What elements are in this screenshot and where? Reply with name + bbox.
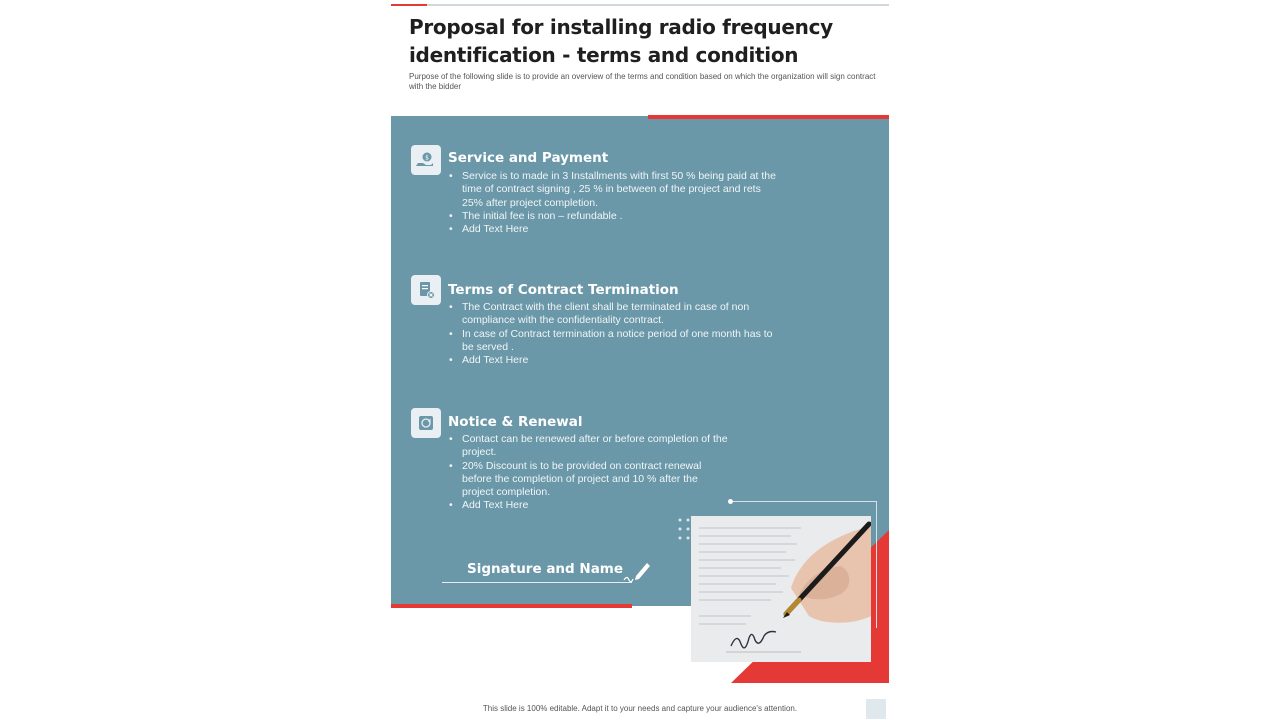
renewal-icon <box>411 408 441 438</box>
signature-label: Signature and Name <box>467 561 624 577</box>
list-item: • Service is to made in 3 Installments with first 50 % being paid at the time of contract signing , 25 % in between of the project and rets 25% after project completion. <box>449 170 784 210</box>
section-title-termination: Terms of Contract Termination <box>448 282 679 298</box>
top-rule <box>391 4 889 6</box>
document-cancel-icon <box>411 275 441 305</box>
hand-signing-document-photo <box>691 516 871 662</box>
hand-money-icon <box>411 145 441 175</box>
page-subtitle: Purpose of the following slide is to provide an overview of the terms and condition based on which the organization will sign contract with the bidder <box>409 72 876 91</box>
pen-signature-icon <box>622 558 654 584</box>
list-item: • The Contract with the client shall be terminated in case of non compliance with the confidentiality contract. <box>449 301 784 328</box>
dot-pattern-decoration <box>678 517 692 541</box>
section-title-service-payment: Service and Payment <box>448 150 609 166</box>
section-title-notice-renewal: Notice & Renewal <box>448 414 583 430</box>
frame-line-vertical <box>876 501 877 628</box>
section-list-notice-renewal <box>449 433 729 513</box>
page-title: Proposal for installing radio frequency identification - terms and condition <box>409 15 833 67</box>
svg-text:$: $ <box>425 154 429 162</box>
footer-logo-box <box>866 699 886 719</box>
frame-dot <box>728 499 733 504</box>
section-list-service-payment <box>449 170 784 236</box>
frame-line-horizontal <box>730 501 877 502</box>
list-item: • In case of Contract termination a notice period of one month has to be served . <box>449 328 784 355</box>
panel-accent-top <box>648 115 889 119</box>
top-rule-accent <box>391 4 427 6</box>
list-item: • Add Text Here <box>449 354 784 367</box>
list-item: • Add Text Here <box>449 223 784 236</box>
list-item: • The initial fee is non – refundable . <box>449 210 784 223</box>
section-list-termination <box>449 301 784 367</box>
list-item: • Add Text Here <box>449 499 729 512</box>
panel-accent-bottom <box>391 604 632 608</box>
list-item: • 20% Discount is to be provided on contract renewal before the completion of project and 10 % after the project completion. <box>449 460 729 500</box>
footer-note: This slide is 100% editable. Adapt it to your needs and capture your audience's attention. <box>482 704 798 713</box>
list-item: • Contact can be renewed after or before completion of the project. <box>449 433 729 460</box>
signature-line <box>442 582 632 583</box>
